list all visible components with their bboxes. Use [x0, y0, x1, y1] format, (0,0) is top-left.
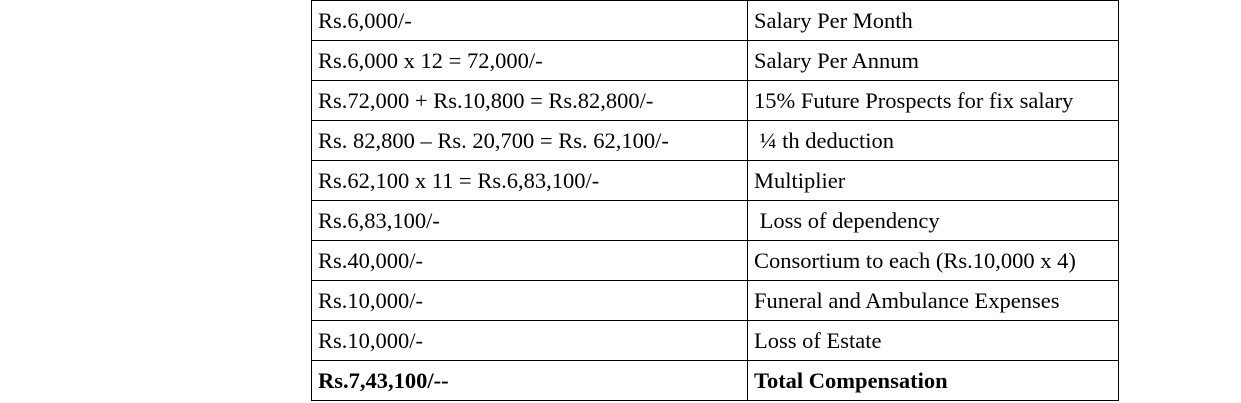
amount-cell: Rs.72,000 + Rs.10,800 = Rs.82,800/- — [312, 81, 748, 121]
table-row — [312, 161, 1119, 201]
amount-cell: Rs.40,000/- — [312, 241, 748, 281]
table-row — [312, 241, 1119, 281]
description-cell: 15% Future Prospects for fix salary — [748, 81, 1119, 121]
amount-cell: Rs.6,000 x 12 = 72,000/- — [312, 41, 748, 81]
description-cell: Loss of Estate — [748, 321, 1119, 361]
total-description-cell: Total Compensation — [748, 361, 1119, 401]
amount-cell: Rs. 82,800 – Rs. 20,700 = Rs. 62,100/- — [312, 121, 748, 161]
description-cell: Consortium to each (Rs.10,000 x 4) — [748, 241, 1119, 281]
amount-cell: Rs.10,000/- — [312, 281, 748, 321]
amount-cell: Rs.10,000/- — [312, 321, 748, 361]
description-cell: Salary Per Annum — [748, 41, 1119, 81]
table-row — [312, 41, 1119, 81]
compensation-table-body — [312, 1, 1119, 401]
table-row — [312, 281, 1119, 321]
table-row — [312, 81, 1119, 121]
description-cell: ¼ th deduction — [748, 121, 1119, 161]
total-row — [312, 361, 1119, 401]
table-row — [312, 321, 1119, 361]
amount-cell: Rs.6,000/- — [312, 1, 748, 41]
table-row — [312, 1, 1119, 41]
amount-cell: Rs.6,83,100/- — [312, 201, 748, 241]
total-amount-cell: Rs.7,43,100/-- — [312, 361, 748, 401]
description-cell: Funeral and Ambulance Expenses — [748, 281, 1119, 321]
description-cell: Salary Per Month — [748, 1, 1119, 41]
table-row — [312, 201, 1119, 241]
description-cell: Loss of dependency — [748, 201, 1119, 241]
table-row — [312, 121, 1119, 161]
description-cell: Multiplier — [748, 161, 1119, 201]
amount-cell: Rs.62,100 x 11 = Rs.6,83,100/- — [312, 161, 748, 201]
compensation-table — [311, 0, 1119, 401]
